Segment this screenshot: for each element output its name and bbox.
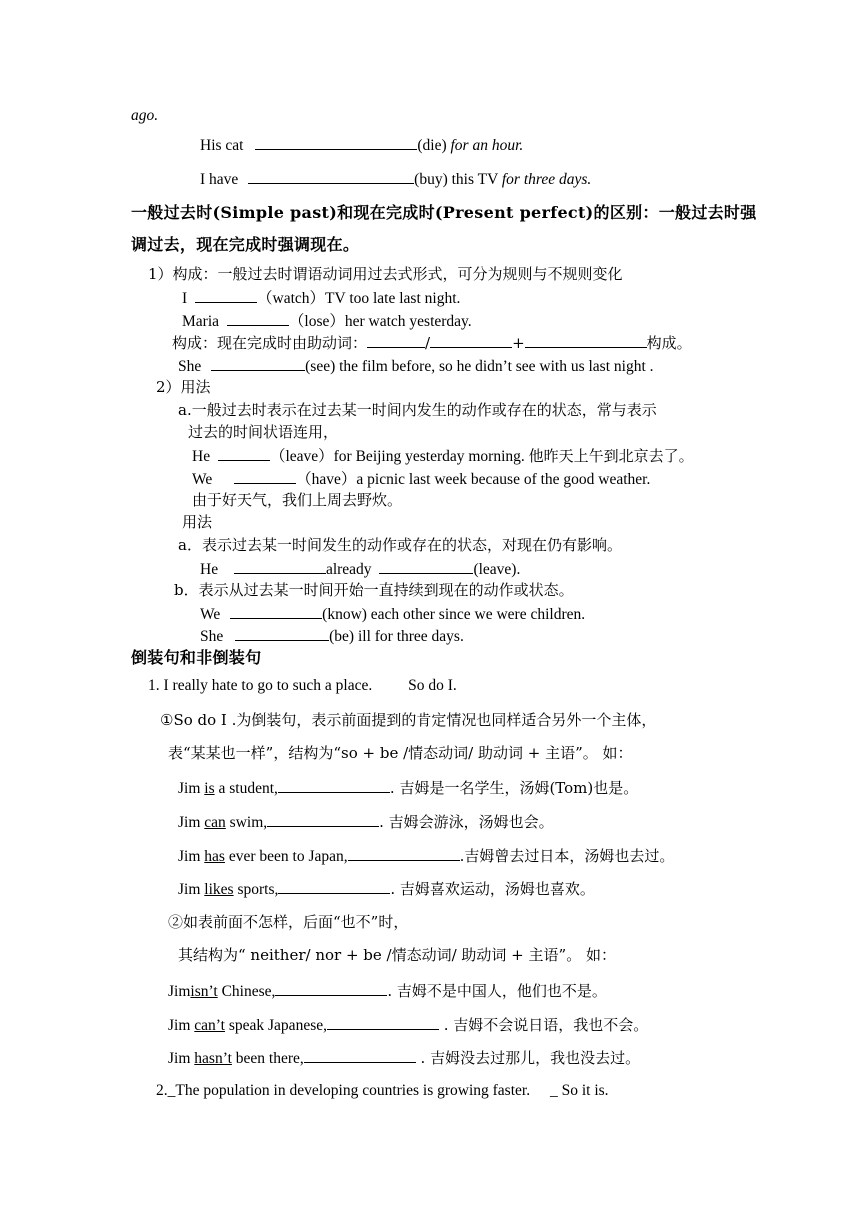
formation-present-perfect: 构成：现在完成时由助动词： / + 构成。: [172, 334, 692, 352]
exercise-be-ill: She (be) ill for three days.: [200, 625, 464, 647]
exercise-watch: I （watch）TV too late last night.: [182, 287, 460, 309]
exercise-his-cat: His cat (die) for an hour.: [200, 134, 523, 156]
answer-blank[interactable]: [278, 777, 390, 793]
subheading-usage-2: 用法: [182, 513, 213, 531]
answer-blank[interactable]: [218, 445, 270, 461]
section-heading-tenses-cont: 调过去，现在完成时强调现在。: [131, 235, 360, 254]
rule-so-structure: 表“某某也一样”，结构为“so + be /情态动词/ 助动词 + 主语”。 如：: [168, 744, 633, 762]
section-heading-tenses: 一般过去时(Simple past)和现在完成时(Present perfect)的区别：一般过去时强: [131, 203, 757, 222]
exercise-cant-speak: Jim can’t speak Japanese, . 吉姆不会说日语，我也不会。: [168, 1016, 649, 1034]
section-heading-inversion: 倒装句和非倒装句: [131, 648, 262, 667]
answer-blank[interactable]: [348, 845, 460, 861]
exercise-can-swim: Jim can swim, . 吉姆会游泳，汤姆也会。: [178, 813, 554, 831]
exercise-already-leave: He already (leave).: [200, 558, 520, 580]
exercise-is-student: Jim is a student, . 吉姆是一名学生，汤姆(Tom)也是。: [178, 779, 639, 797]
answer-blank[interactable]: [430, 332, 512, 348]
answer-blank[interactable]: [304, 1047, 416, 1063]
answer-blank[interactable]: [367, 332, 425, 348]
usage-perfect-a: a．表示过去某一时间发生的动作或存在的状态，对现在仍有影响。: [178, 536, 622, 554]
answer-blank[interactable]: [248, 168, 414, 184]
exercise-isnt-chinese: Jimisn’t Chinese, . 吉姆不是中国人，他们也不是。: [168, 982, 607, 1000]
answer-blank[interactable]: [234, 558, 326, 574]
answer-blank[interactable]: [278, 878, 390, 894]
rule-neither: ②如表前面不怎样，后面“也不”时，: [168, 913, 409, 931]
line-ago: ago.: [131, 107, 159, 124]
exercise-leave-beijing: He （leave）for Beijing yesterday morning. 他昨天上午到北京去了。: [192, 447, 694, 465]
subheading-usage: 2）用法: [156, 378, 211, 396]
answer-blank[interactable]: [525, 332, 647, 348]
exercise-see: She (see) the film before, so he didn’t see with us last night .: [178, 355, 654, 377]
answer-blank[interactable]: [230, 603, 322, 619]
answer-blank[interactable]: [275, 980, 387, 996]
example-2: 2._The population in developing countries is growing faster. _ So it is.: [156, 1082, 609, 1099]
answer-blank[interactable]: [234, 468, 296, 484]
translation-picnic: 由于好天气，我们上周去野炊。: [192, 491, 403, 509]
usage-perfect-b: b．表示从过去某一时间开始一直持续到现在的动作或状态。: [174, 581, 574, 599]
exercise-has-been: Jim has ever been to Japan, .吉姆曾去过日本，汤姆也去过。: [178, 847, 675, 865]
example-1: 1. I really hate to go to such a place. So do I.: [148, 677, 457, 694]
answer-blank[interactable]: [195, 287, 257, 303]
exercise-know: We (know) each other since we were children.: [200, 603, 585, 625]
exercise-i-have: I have (buy) this TV for three days.: [200, 168, 591, 190]
rule-neither-structure: 其结构为“ neither/ nor + be /情态动词/ 助动词 + 主语”。 如：: [178, 946, 616, 964]
answer-blank[interactable]: [255, 134, 417, 150]
usage-a-description: a.一般过去时表示在过去某一时间内发生的动作或存在的状态，常与表示: [178, 401, 657, 419]
exercise-lose: Maria （lose）her watch yesterday.: [182, 310, 472, 332]
exercise-likes-sports: Jim likes sports, . 吉姆喜欢运动，汤姆也喜欢。: [178, 880, 595, 898]
answer-blank[interactable]: [235, 625, 329, 641]
answer-blank[interactable]: [211, 355, 305, 371]
answer-blank[interactable]: [327, 1014, 439, 1030]
answer-blank[interactable]: [379, 558, 473, 574]
exercise-have-picnic: We （have）a picnic last week because of the good weather.: [192, 468, 650, 490]
answer-blank[interactable]: [267, 811, 379, 827]
subheading-formation: 1）构成：一般过去时谓语动词用过去式形式，可分为规则与不规则变化: [148, 265, 623, 283]
rule-so-do-i: ①So do I .为倒装句，表示前面提到的肯定情况也同样适合另外一个主体，: [160, 711, 657, 729]
exercise-hasnt-been: Jim hasn’t been there, . 吉姆没去过那儿，我也没去过。: [168, 1049, 641, 1067]
answer-blank[interactable]: [227, 310, 289, 326]
usage-a-description-cont: 过去的时间状语连用，: [188, 423, 339, 441]
